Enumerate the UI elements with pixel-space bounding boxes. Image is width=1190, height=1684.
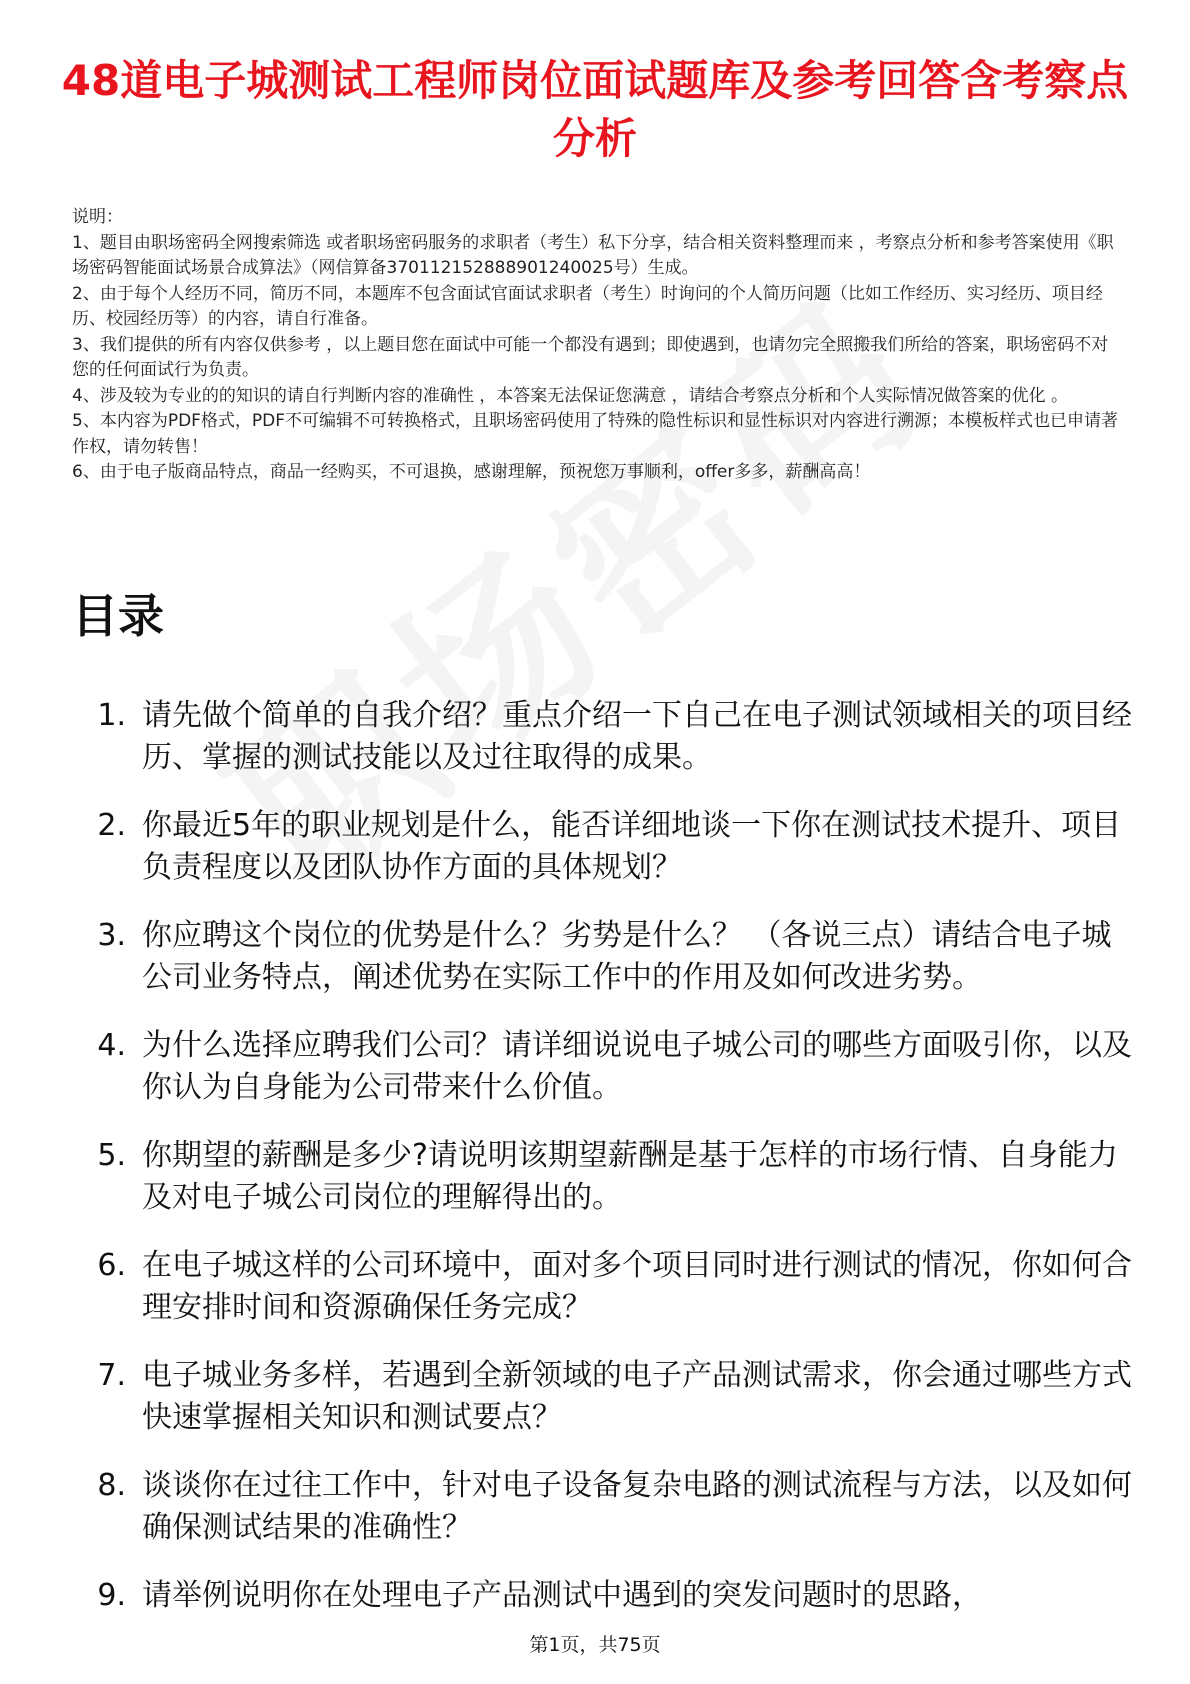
toc-item-number: 2. bbox=[97, 808, 126, 843]
toc-item[interactable] bbox=[72, 1575, 1137, 1617]
toc-item[interactable] bbox=[72, 915, 1137, 999]
toc-item-text: 为什么选择应聘我们公司？请详细说说电子城公司的哪些方面吸引你，以及你认为自身能为公司带来什么价值。 bbox=[142, 1028, 1132, 1105]
document-title: 48道电子城测试工程师岗位面试题库及参考回答含考察点分析 bbox=[61, 56, 1129, 163]
toc-heading: 目录 bbox=[72, 589, 164, 643]
notes-line: 4、涉及较为专业的的知识的请自行判断内容的准确性 ，本答案无法保证您满意 ，请结合考察点分析和个人实际情况做答案的优化 。 bbox=[72, 385, 1069, 406]
toc-item-number: 4. bbox=[97, 1028, 126, 1063]
toc-item-text: 电子城业务多样，若遇到全新领域的电子产品测试需求，你会通过哪些方式快速掌握相关知识和测试要点？ bbox=[142, 1358, 1132, 1435]
toc-item[interactable] bbox=[72, 1135, 1137, 1219]
toc-item[interactable] bbox=[72, 1355, 1137, 1439]
toc-item-number: 5. bbox=[97, 1138, 126, 1173]
toc-item-text: 请举例说明你在处理电子产品测试中遇到的突发问题时的思路， bbox=[142, 1578, 982, 1613]
notes-line: 6、由于电子版商品特点，商品一经购买，不可退换，感谢理解，预祝您万事顺利，offer多多，薪酬高高！ bbox=[72, 462, 871, 482]
notes-line: 5、本内容为PDF格式，PDF不可编辑不可转换格式，且职场密码使用了特殊的隐性标识和显性标识对内容进行溯源；本模板样式也已申请著作权，请勿转售！ bbox=[72, 411, 1119, 457]
toc-item-text: 你应聘这个岗位的优势是什么？劣势是什么？ （各说三点）请结合电子城公司业务特点，阐述优势在实际工作中的作用及如何改进劣势。 bbox=[142, 918, 1112, 995]
toc-item-text: 请先做个简单的自我介绍？重点介绍一下自己在电子测试领域相关的项目经历、掌握的测试技能以及过往取得的成果。 bbox=[142, 698, 1132, 775]
notes-section bbox=[72, 205, 1122, 486]
toc-item-text: 你最近5年的职业规划是什么，能否详细地谈一下你在测试技术提升、项目负责程度以及团队协作方面的具体规划？ bbox=[142, 808, 1122, 885]
page-footer: 第1页，共75页 bbox=[529, 1634, 661, 1656]
toc-item[interactable] bbox=[72, 805, 1137, 889]
toc-list bbox=[72, 695, 1137, 1643]
toc-item-number: 9. bbox=[97, 1578, 126, 1613]
toc-item-number: 7. bbox=[97, 1358, 126, 1393]
toc-item[interactable] bbox=[72, 1245, 1137, 1329]
notes-line: 3、我们提供的所有内容仅供参考 ，以上题目您在面试中可能一个都没有遇到；即使遇到，也请勿完全照搬我们所给的答案，职场密码不对您的任何面试行为负责。 bbox=[72, 334, 1109, 380]
notes-line: 说明： bbox=[72, 207, 123, 227]
toc-item-number: 3. bbox=[97, 918, 126, 953]
toc-item[interactable] bbox=[72, 1465, 1137, 1549]
toc-item-number: 1. bbox=[97, 698, 126, 733]
notes-line: 2、由于每个人经历不同，简历不同，本题库不包含面试官面试求职者（考生）时询问的个人简历问题（比如工作经历、实习经历、项目经历、校园经历等）的内容，请自行准备。 bbox=[72, 283, 1103, 329]
toc-item[interactable] bbox=[72, 1025, 1137, 1109]
toc-item-text: 谈谈你在过往工作中，针对电子设备复杂电路的测试流程与方法，以及如何确保测试结果的准确性？ bbox=[142, 1468, 1132, 1545]
toc-item-text: 在电子城这样的公司环境中，面对多个项目同时进行测试的情况，你如何合理安排时间和资源确保任务完成？ bbox=[142, 1248, 1132, 1325]
toc-item-text: 你期望的薪酬是多少?请说明该期望薪酬是基于怎样的市场行情、自身能力及对电子城公司岗位的理解得出的。 bbox=[142, 1138, 1118, 1215]
notes-line: 1、题目由职场密码全网搜索筛选 或者职场密码服务的求职者（考生）私下分享，结合相关资料整理而来 ，考察点分析和参考答案使用《职场密码智能面试场景合成算法》（网信算备370112152888901240025号）生成。 bbox=[72, 232, 1114, 278]
toc-item[interactable] bbox=[72, 695, 1137, 779]
toc-item-number: 8. bbox=[97, 1468, 126, 1503]
toc-item-number: 6. bbox=[97, 1248, 126, 1283]
